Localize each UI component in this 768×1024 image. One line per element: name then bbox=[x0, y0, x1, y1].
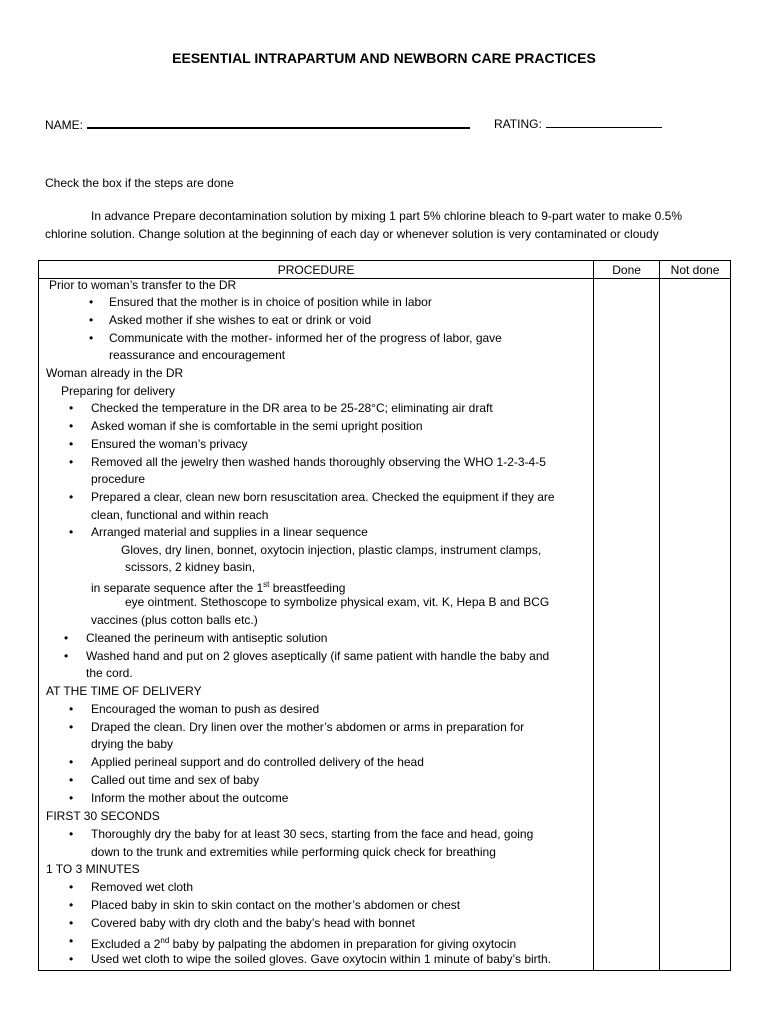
procedure-line: reassurance and encouragement bbox=[109, 348, 286, 362]
rating-underline[interactable] bbox=[546, 116, 662, 128]
procedure-line: Thoroughly dry the baby for at least 30 secs, starting from the face and head, going bbox=[91, 827, 534, 841]
bullet-icon: • bbox=[69, 898, 74, 912]
bullet-icon: • bbox=[69, 401, 74, 415]
procedure-line: Asked woman if she is comfortable in the semi upright position bbox=[91, 419, 423, 433]
bullet-icon: • bbox=[69, 827, 74, 841]
procedure-line: Draped the clean. Dry linen over the mother’s abdomen or arms in preparation for bbox=[91, 720, 525, 734]
procedure-line: Gloves, dry linen, bonnet, oxytocin injection, plastic clamps, instrument clamps, bbox=[121, 543, 542, 557]
procedure-line: Placed baby in skin to skin contact on the mother’s abdomen or chest bbox=[91, 898, 461, 912]
bullet-icon: • bbox=[69, 490, 74, 504]
procedure-line: Preparing for delivery bbox=[61, 384, 176, 398]
procedure-line: eye ointment. Stethoscope to symbolize physical exam, vit. K, Hepa B and BCG bbox=[125, 595, 550, 609]
bullet-icon: • bbox=[69, 952, 74, 966]
procedure-line: Arranged material and supplies in a linear sequence bbox=[91, 525, 368, 539]
procedure-line: procedure bbox=[91, 472, 146, 486]
procedure-line: Excluded a 2nd baby by palpating the abdomen in preparation for giving oxytocin bbox=[91, 936, 517, 951]
bullet-icon: • bbox=[69, 437, 74, 451]
header-done: Done bbox=[594, 261, 660, 279]
procedure-table bbox=[38, 260, 731, 971]
procedure-line: Encouraged the woman to push as desired bbox=[91, 702, 320, 716]
procedure-line: FIRST 30 SECONDS bbox=[46, 809, 160, 823]
document-title: EESENTIAL INTRAPARTUM AND NEWBORN CARE PRACTICES bbox=[172, 50, 596, 66]
done-cell[interactable] bbox=[594, 279, 660, 971]
procedure-line: Cleaned the perineum with antiseptic solution bbox=[86, 631, 328, 645]
header-not-done: Not done bbox=[660, 261, 731, 279]
procedure-line: Used wet cloth to wipe the soiled gloves. Gave oxytocin within 1 minute of baby’s birth. bbox=[91, 952, 552, 966]
intro-paragraph: In advance Prepare decontamination solution by mixing 1 part 5% chlorine bleach to 9-part water to make 0.5% chlorine solution. Change solution at the beginning of each day or whenever solution is very contaminated or cloudy bbox=[45, 209, 682, 241]
bullet-icon: • bbox=[69, 419, 74, 433]
bullet-icon: • bbox=[89, 313, 94, 327]
table-row bbox=[39, 279, 731, 971]
procedure-line: Called out time and sex of baby bbox=[91, 773, 260, 787]
procedure-line: vaccines (plus cotton balls etc.) bbox=[91, 613, 258, 627]
procedure-line: AT THE TIME OF DELIVERY bbox=[46, 684, 202, 698]
procedure-line: Removed wet cloth bbox=[91, 880, 194, 894]
procedure-line: Prepared a clear, clean new born resuscitation area. Checked the equipment if they are bbox=[91, 490, 555, 504]
not-done-cell[interactable] bbox=[660, 279, 731, 971]
name-label: NAME: bbox=[45, 118, 84, 132]
bullet-icon: • bbox=[69, 791, 74, 805]
procedure-cell bbox=[39, 279, 594, 971]
procedure-line: Woman already in the DR bbox=[46, 366, 184, 380]
procedure-line: Removed all the jewelry then washed hands thoroughly observing the WHO 1-2-3-4-5 bbox=[91, 455, 546, 469]
bullet-icon: • bbox=[69, 702, 74, 716]
bullet-icon: • bbox=[89, 295, 94, 309]
table-header-row bbox=[39, 261, 731, 279]
procedure-line: Inform the mother about the outcome bbox=[91, 791, 289, 805]
bullet-icon: • bbox=[69, 916, 74, 930]
rating-label: RATING: bbox=[494, 117, 542, 131]
bullet-icon: • bbox=[69, 755, 74, 769]
procedure-line: Ensured that the mother is in choice of position while in labor bbox=[109, 295, 432, 309]
procedure-line: Asked mother if she wishes to eat or drink or void bbox=[109, 313, 372, 327]
procedure-line: Applied perineal support and do controlled delivery of the head bbox=[91, 755, 424, 769]
procedure-line: drying the baby bbox=[91, 737, 174, 751]
procedure-line: in separate sequence after the 1st breastfeeding bbox=[91, 580, 346, 595]
bullet-icon: • bbox=[64, 631, 69, 645]
name-field[interactable] bbox=[45, 116, 470, 132]
procedure-line: Checked the temperature in the DR area to be 25-28°C; eliminating air draft bbox=[91, 401, 493, 415]
bullet-icon: • bbox=[69, 525, 74, 539]
procedure-line: Washed hand and put on 2 gloves aseptically (if same patient with handle the baby and bbox=[86, 649, 550, 663]
instruction-text: Check the box if the steps are done bbox=[45, 176, 234, 190]
procedure-line: clean, functional and within reach bbox=[91, 508, 269, 522]
procedure-line: Communicate with the mother- informed her of the progress of labor, gave bbox=[109, 331, 502, 345]
name-underline[interactable] bbox=[87, 116, 470, 129]
procedure-line: down to the trunk and extremities while performing quick check for breathing bbox=[91, 845, 496, 859]
procedure-line: Prior to woman’s transfer to the DR bbox=[49, 278, 237, 292]
bullet-icon: • bbox=[69, 773, 74, 787]
bullet-icon: • bbox=[69, 455, 74, 469]
procedure-line: Covered baby with dry cloth and the baby’s head with bonnet bbox=[91, 916, 415, 930]
bullet-icon: • bbox=[69, 880, 74, 894]
procedure-line: 1 TO 3 MINUTES bbox=[46, 862, 140, 876]
header-procedure: PROCEDURE bbox=[39, 261, 594, 279]
procedure-line: scissors, 2 kidney basin, bbox=[125, 560, 256, 574]
bullet-icon: • bbox=[69, 720, 74, 734]
bullet-icon: • bbox=[89, 331, 94, 345]
rating-field[interactable] bbox=[494, 116, 662, 131]
procedure-line: the cord. bbox=[86, 666, 133, 680]
procedure-line: Ensured the woman’s privacy bbox=[91, 437, 248, 451]
bullet-icon: • bbox=[69, 934, 74, 948]
bullet-icon: • bbox=[64, 649, 69, 663]
